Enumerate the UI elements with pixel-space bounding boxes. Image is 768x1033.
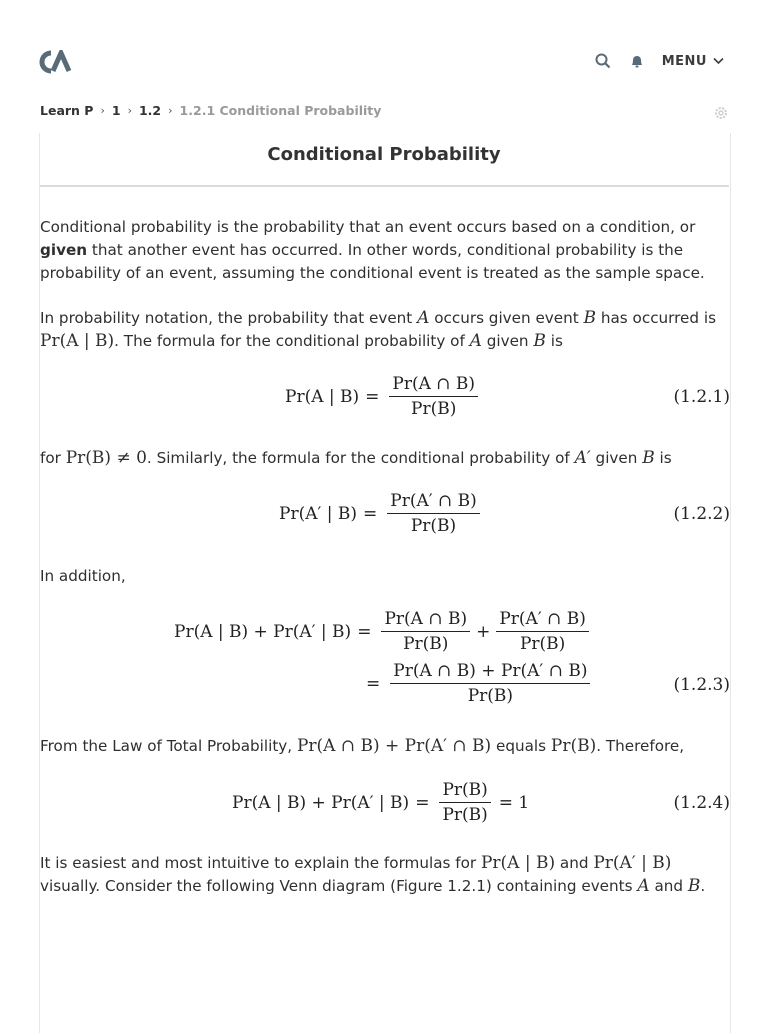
text: equals [491, 737, 551, 755]
text: is [654, 449, 672, 467]
equation-number: (1.2.1) [673, 387, 730, 407]
fraction [387, 491, 480, 536]
fraction [390, 661, 590, 706]
math-B: B [533, 331, 546, 351]
search-icon[interactable] [594, 52, 612, 70]
math-lhs: Pr(A | B) + Pr(A′ | B) [232, 792, 410, 813]
breadcrumb [40, 103, 381, 118]
fraction-denominator: Pr(B) [410, 516, 457, 536]
math-B: B [642, 448, 655, 468]
equation-number: (1.2.4) [673, 793, 730, 813]
breadcrumb-item-chapter[interactable]: 1 [111, 103, 121, 118]
fraction [381, 609, 470, 654]
fraction-denominator: Pr(B) [442, 805, 488, 825]
menu-button[interactable] [662, 54, 724, 69]
math-equals: = [363, 503, 378, 524]
text: given [481, 332, 534, 350]
math-plus: + [476, 621, 491, 642]
math-equals: = [357, 621, 372, 642]
page-title: Conditional Probability [267, 144, 501, 165]
equation-1-2-2 [40, 491, 730, 541]
math-pr-a-given-b: Pr(A | B) [480, 853, 556, 873]
text: occurs given event [429, 309, 584, 327]
paragraph-intro [40, 216, 730, 285]
breadcrumb-separator: › [100, 104, 105, 117]
chevron-down-icon [713, 57, 724, 65]
fraction-denominator: Pr(B) [403, 634, 449, 654]
fraction [439, 780, 490, 825]
paragraph-addition [40, 565, 730, 588]
fraction-numerator: Pr(A′ ∩ B) [496, 609, 589, 632]
fraction-numerator: Pr(A′ ∩ B) [387, 491, 480, 514]
text: It is easiest and most intuitive to explain the formulas for [40, 854, 481, 872]
breadcrumb-separator: › [168, 104, 173, 117]
paragraph-notation [40, 307, 730, 353]
breadcrumb-item-learn[interactable]: Learn P [40, 103, 94, 118]
math-B: B [687, 876, 701, 896]
gear-icon[interactable] [713, 105, 729, 121]
equation-1-2-4 [40, 780, 730, 830]
equation-number: (1.2.2) [673, 504, 730, 524]
site-header [0, 0, 768, 100]
math-equals: = [365, 386, 380, 407]
text: for [40, 449, 66, 467]
math-lhs: Pr(A | B) + Pr(A′ | B) [174, 621, 352, 642]
math-equals: = [415, 792, 430, 813]
text: given [590, 449, 643, 467]
text: and [649, 877, 688, 895]
math-A: A [469, 331, 482, 351]
text: . The formula for the conditional probability of [114, 332, 470, 350]
math-pr-aprime-given-b: Pr(A′ | B) [593, 853, 672, 873]
text: is [545, 332, 563, 350]
paragraph-total-probability [40, 735, 730, 758]
equation-1-2-1 [40, 374, 730, 424]
math-equals: = [366, 673, 381, 694]
fraction [389, 374, 478, 419]
math-lhs: Pr(A′ | B) [279, 503, 357, 524]
fraction [496, 609, 589, 654]
text: From the Law of Total Probability, [40, 737, 297, 755]
fraction-denominator: Pr(B) [519, 634, 566, 654]
fraction-denominator: Pr(B) [467, 686, 514, 706]
fraction-numerator: Pr(A ∩ B) [381, 609, 470, 632]
bell-icon[interactable] [628, 52, 646, 70]
text: In addition, [40, 567, 126, 585]
math-A: A [417, 308, 430, 328]
fraction-numerator: Pr(A ∩ B) [389, 374, 478, 397]
equation-1-2-3 [40, 609, 730, 713]
paragraph-similarly [40, 447, 730, 470]
title-divider [40, 185, 729, 187]
math-B: B [583, 308, 597, 328]
ca-logo-icon[interactable] [39, 50, 73, 74]
bold-text: given [40, 241, 88, 259]
breadcrumb-item-section[interactable]: 1.2 [138, 103, 162, 118]
math-A-prime: A′ [574, 448, 591, 468]
text: In probability notation, the probability that event [40, 309, 418, 327]
fraction-denominator: Pr(B) [411, 399, 457, 419]
text: and [555, 854, 594, 872]
breadcrumb-current: 1.2.1 Conditional Probability [179, 103, 382, 118]
math-equals-one: = 1 [498, 792, 530, 813]
text: has occurred is [596, 309, 716, 327]
math-A: A [637, 876, 650, 896]
equation-number: (1.2.3) [673, 675, 730, 695]
text: that another event has occurred. In other words, conditional probability is the probability of an event, assuming the conditional event is treated as the sample space. [40, 241, 705, 282]
math-sum-caps: Pr(A ∩ B) + Pr(A′ ∩ B) [296, 736, 492, 756]
text: visually. Consider the following Venn diagram (Figure 1.2.1) containing events [40, 877, 638, 895]
fraction-numerator: Pr(B) [439, 780, 490, 803]
breadcrumb-separator: › [127, 104, 132, 117]
math-pr-a-given-b: Pr(A | B) [40, 331, 115, 351]
text: . Therefore, [596, 737, 685, 755]
text: Conditional probability is the probability that an event occurs based on a condition, or [40, 218, 696, 236]
fraction-numerator: Pr(A ∩ B) + Pr(A′ ∩ B) [390, 661, 590, 684]
menu-label: MENU [661, 53, 707, 69]
paragraph-venn-intro [40, 852, 730, 898]
math-pr-b: Pr(B) [550, 736, 597, 756]
header-actions [594, 52, 724, 70]
math-pr-b-neq-0: Pr(B) ≠ 0 [65, 448, 147, 468]
text: . Similarly, the formula for the conditional probability of [146, 449, 575, 467]
math-lhs: Pr(A | B) [285, 386, 360, 407]
text: . [700, 877, 706, 895]
